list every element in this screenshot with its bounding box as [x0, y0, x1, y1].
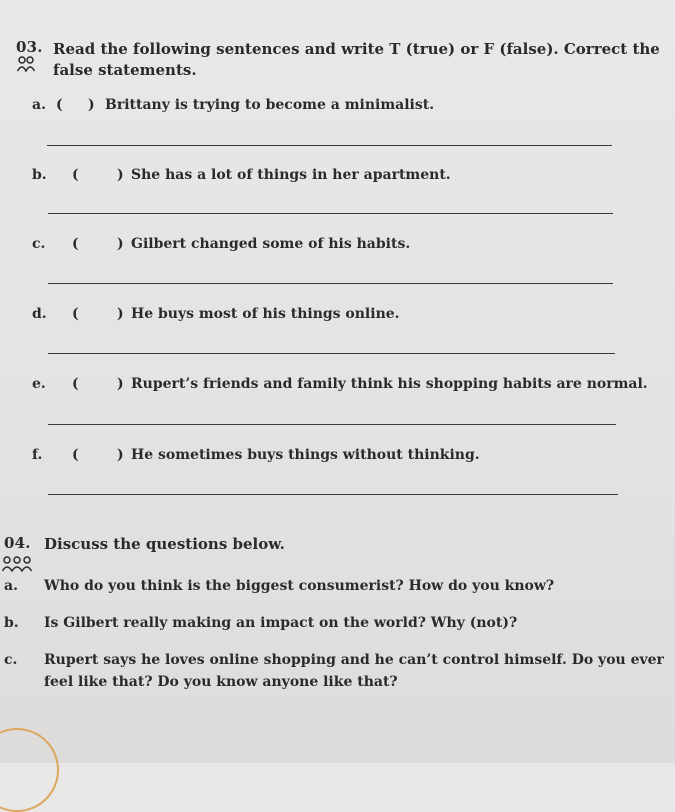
question-a-text: Who do you think is the biggest consumerist? How do you know? — [44, 578, 555, 594]
item-c-answer-open: ( — [72, 236, 79, 252]
item-a-answer-open: ( — [56, 97, 63, 113]
exercise-3-instruction-line2: false statements. — [53, 61, 197, 79]
item-c-answer-close: ) — [117, 236, 124, 252]
question-b-text: Is Gilbert really making an impact on the world? Why (not)? — [44, 615, 518, 631]
item-e-letter: e. — [32, 376, 46, 392]
item-b-answer-box[interactable] — [79, 166, 101, 186]
item-e-correction-line[interactable] — [48, 424, 616, 425]
item-a-statement: Brittany is trying to become a minimalist. — [105, 97, 435, 113]
question-c-text-line1: Rupert says he loves online shopping and he can’t control himself. Do you ever — [44, 652, 664, 668]
decorative-corner-arc — [0, 728, 59, 812]
item-d-answer-open: ( — [72, 306, 79, 322]
question-c-letter: c. — [4, 652, 18, 668]
item-d-answer-box[interactable] — [79, 305, 101, 325]
exercise-4-number: 04. — [4, 534, 31, 552]
item-b-answer-open: ( — [72, 167, 79, 183]
item-b-letter: b. — [32, 167, 47, 183]
exercise-4-instruction: Discuss the questions below. — [44, 535, 285, 553]
item-c-correction-line[interactable] — [48, 283, 613, 284]
item-c-statement: Gilbert changed some of his habits. — [131, 236, 411, 252]
question-a-letter: a. — [4, 578, 18, 594]
item-b-statement: She has a lot of things in her apartment. — [131, 167, 451, 183]
item-a-answer-box[interactable] — [63, 96, 85, 116]
item-a-answer-close: ) — [88, 97, 95, 113]
item-e-answer-box[interactable] — [79, 375, 101, 395]
item-f-answer-open: ( — [72, 447, 79, 463]
item-f-answer-close: ) — [117, 447, 124, 463]
item-d-correction-line[interactable] — [48, 353, 615, 354]
item-c-letter: c. — [32, 236, 46, 252]
question-b-letter: b. — [4, 615, 19, 631]
group-work-icon — [2, 556, 32, 572]
item-d-statement: He buys most of his things online. — [131, 306, 400, 322]
exercise-3-instruction-line1: Read the following sentences and write T (true) or F (false). Correct the — [53, 40, 660, 58]
item-f-answer-box[interactable] — [79, 446, 101, 466]
exercise-3-number: 03. — [16, 38, 43, 56]
pair-work-icon — [17, 56, 35, 72]
item-f-statement: He sometimes buys things without thinking. — [131, 447, 480, 463]
item-c-answer-box[interactable] — [79, 235, 101, 255]
item-f-letter: f. — [32, 447, 43, 463]
item-e-statement: Rupert’s friends and family think his shopping habits are normal. — [131, 376, 648, 392]
item-b-correction-line[interactable] — [48, 213, 613, 214]
item-f-correction-line[interactable] — [48, 494, 618, 495]
item-b-answer-close: ) — [117, 167, 124, 183]
item-a-correction-line[interactable] — [47, 145, 612, 146]
item-d-answer-close: ) — [117, 306, 124, 322]
item-a-letter: a. — [32, 97, 46, 113]
item-e-answer-close: ) — [117, 376, 124, 392]
item-d-letter: d. — [32, 306, 47, 322]
question-c-text-line2: feel like that? Do you know anyone like that? — [44, 674, 398, 690]
item-e-answer-open: ( — [72, 376, 79, 392]
